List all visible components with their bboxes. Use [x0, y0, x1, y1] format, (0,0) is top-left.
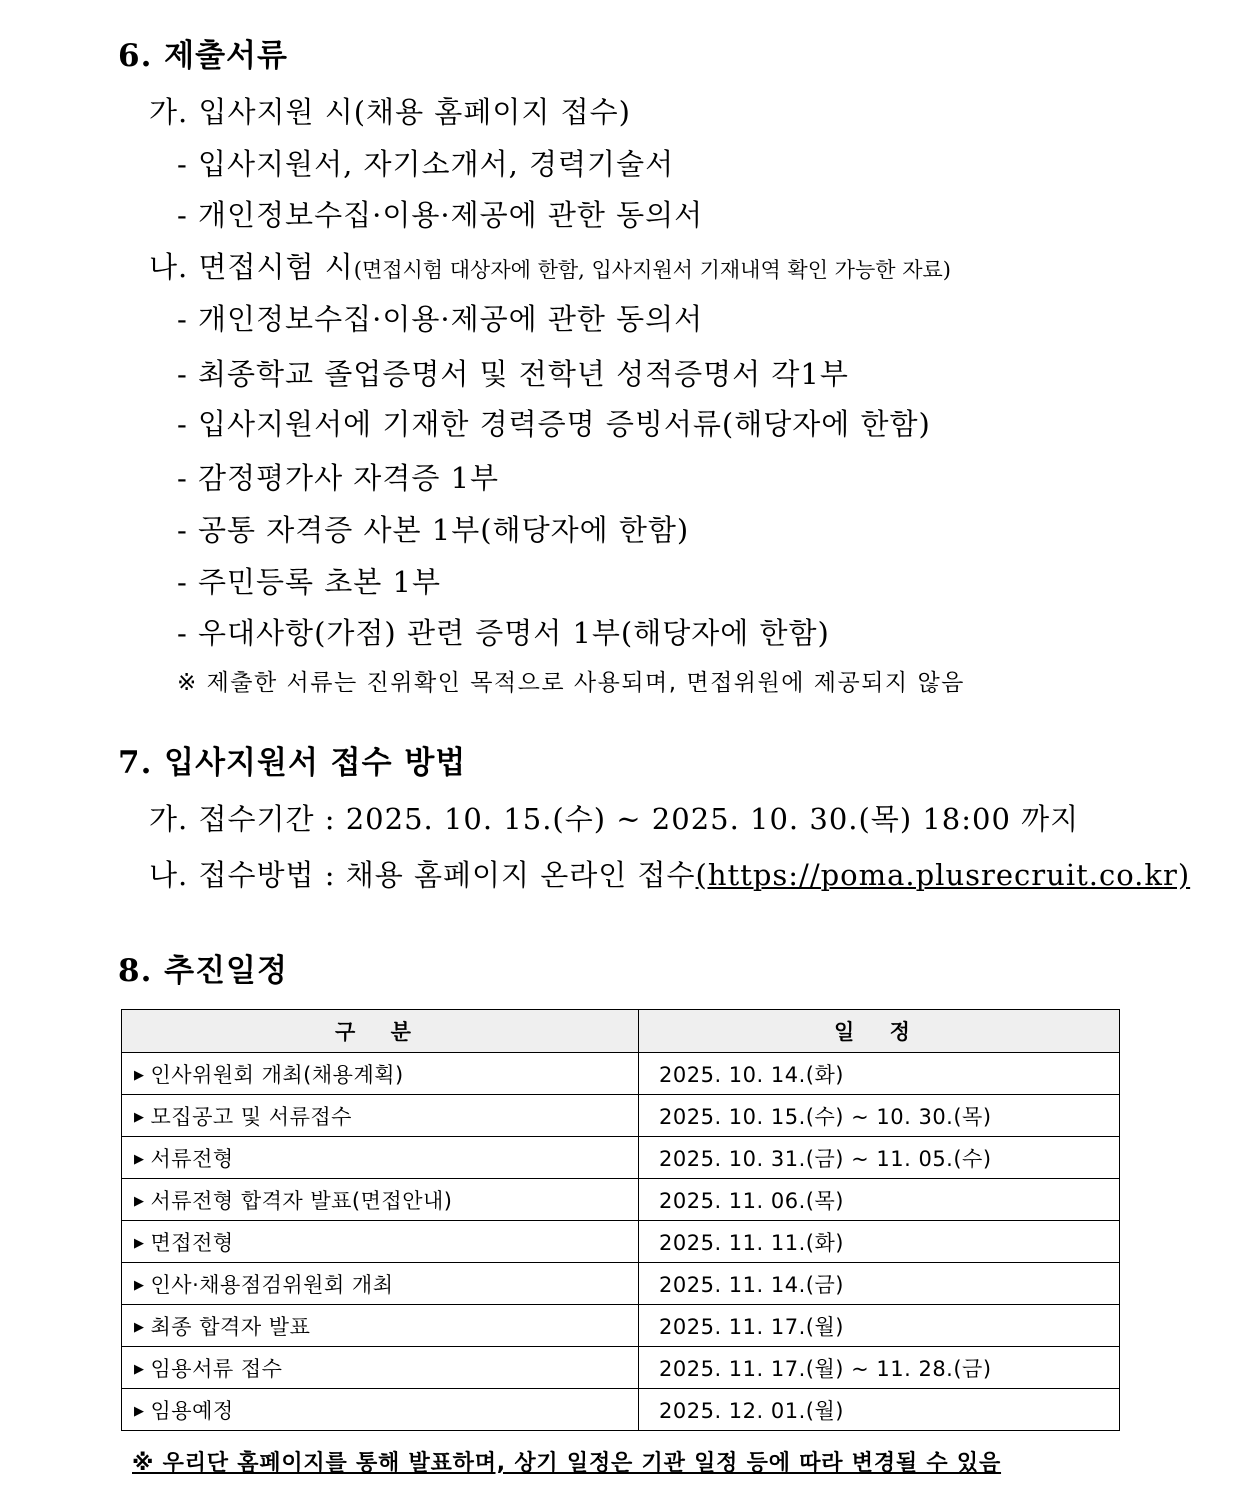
row-item-label: 모집공고 및 서류접수 [150, 1104, 352, 1129]
section-7-heading: 7. 입사지원서 접수 방법 [118, 745, 467, 781]
row-item [122, 1221, 639, 1263]
row-date: 2025. 11. 17.(월) [639, 1305, 1120, 1347]
table-row [122, 1263, 1120, 1305]
row-item [122, 1137, 639, 1179]
list-item: - 주민등록 초본 1부 [177, 565, 442, 599]
section-8-heading: 8. 추진일정 [118, 953, 288, 989]
column-header-schedule: 일 정 [639, 1010, 1120, 1053]
row-item [122, 1263, 639, 1305]
triangle-bullet-icon: ▶ [134, 1319, 145, 1335]
row-date: 2025. 10. 31.(금) ~ 11. 05.(수) [639, 1137, 1120, 1179]
table-header-row [122, 1010, 1120, 1053]
column-header-category: 구 분 [122, 1010, 639, 1053]
list-item: - 입사지원서, 자기소개서, 경력기술서 [177, 147, 675, 181]
application-period: 가. 접수기간 : 2025. 10. 15.(수) ~ 2025. 10. 30.(목) 18:00 까지 [149, 802, 1080, 836]
list-item: - 입사지원서에 기재한 경력증명 증빙서류(해당자에 한함) [177, 407, 931, 441]
list-item: - 개인정보수집·이용·제공에 관한 동의서 [177, 198, 704, 232]
row-date: 2025. 11. 14.(금) [639, 1263, 1120, 1305]
list-item: - 감정평가사 자격증 1부 [177, 461, 500, 495]
submission-note: ※ 제출한 서류는 진위확인 목적으로 사용되며, 면접위원에 제공되지 않음 [177, 670, 965, 696]
row-item-label: 인사·채용점검위원회 개최 [150, 1272, 394, 1297]
row-item-label: 서류전형 합격자 발표(면접안내) [150, 1188, 453, 1213]
schedule-footnote: ※ 우리단 홈페이지를 통해 발표하며, 상기 일정은 기관 일정 등에 따라 변경될 수 있음 [132, 1451, 1002, 1476]
triangle-bullet-icon: ▶ [134, 1067, 145, 1083]
row-item [122, 1053, 639, 1095]
row-date: 2025. 12. 01.(월) [639, 1389, 1120, 1431]
row-item [122, 1347, 639, 1389]
row-item-label: 최종 합격자 발표 [150, 1314, 311, 1339]
row-date: 2025. 11. 17.(월) ~ 11. 28.(금) [639, 1347, 1120, 1389]
row-item [122, 1179, 639, 1221]
section-6-sub-a: 가. 입사지원 시(채용 홈페이지 접수) [149, 95, 631, 129]
triangle-bullet-icon: ▶ [134, 1403, 145, 1419]
row-item-label: 임용서류 접수 [150, 1356, 283, 1381]
row-date: 2025. 11. 11.(화) [639, 1221, 1120, 1263]
row-item-label: 면접전형 [150, 1230, 234, 1255]
triangle-bullet-icon: ▶ [134, 1151, 145, 1167]
row-item-label: 서류전형 [150, 1146, 234, 1171]
row-item [122, 1095, 639, 1137]
table-row [122, 1095, 1120, 1137]
schedule-table [121, 1009, 1120, 1431]
row-date: 2025. 11. 06.(목) [639, 1179, 1120, 1221]
table-row [122, 1347, 1120, 1389]
sub-b-note: (면접시험 대상자에 한함, 입사지원서 기재내역 확인 가능한 자료) [353, 258, 951, 282]
list-item: - 개인정보수집·이용·제공에 관한 동의서 [177, 302, 704, 336]
triangle-bullet-icon: ▶ [134, 1235, 145, 1251]
row-item [122, 1389, 639, 1431]
table-row [122, 1053, 1120, 1095]
recruit-site-link[interactable]: (https://poma.plusrecruit.co.kr) [695, 858, 1191, 892]
section-6-sub-b [149, 245, 951, 286]
list-item: - 우대사항(가점) 관련 증명서 1부(해당자에 한함) [177, 616, 830, 650]
row-item-label: 인사위원회 개최(채용계획) [150, 1062, 404, 1087]
section-6-heading: 6. 제출서류 [118, 38, 288, 74]
table-row [122, 1137, 1120, 1179]
table-row [122, 1389, 1120, 1431]
triangle-bullet-icon: ▶ [134, 1277, 145, 1293]
row-item [122, 1305, 639, 1347]
table-row [122, 1221, 1120, 1263]
sub-b-title: 나. 면접시험 시 [149, 250, 354, 284]
list-item: - 공통 자격증 사본 1부(해당자에 한함) [177, 513, 690, 547]
triangle-bullet-icon: ▶ [134, 1193, 145, 1209]
application-method [149, 853, 1190, 894]
triangle-bullet-icon: ▶ [134, 1361, 145, 1377]
row-date: 2025. 10. 14.(화) [639, 1053, 1120, 1095]
row-date: 2025. 10. 15.(수) ~ 10. 30.(목) [639, 1095, 1120, 1137]
triangle-bullet-icon: ▶ [134, 1109, 145, 1125]
list-item: - 최종학교 졸업증명서 및 전학년 성적증명서 각1부 [177, 357, 849, 391]
table-row [122, 1305, 1120, 1347]
method-text: 나. 접수방법 : 채용 홈페이지 온라인 접수 [149, 858, 696, 892]
table-row [122, 1179, 1120, 1221]
row-item-label: 임용예정 [150, 1398, 234, 1423]
